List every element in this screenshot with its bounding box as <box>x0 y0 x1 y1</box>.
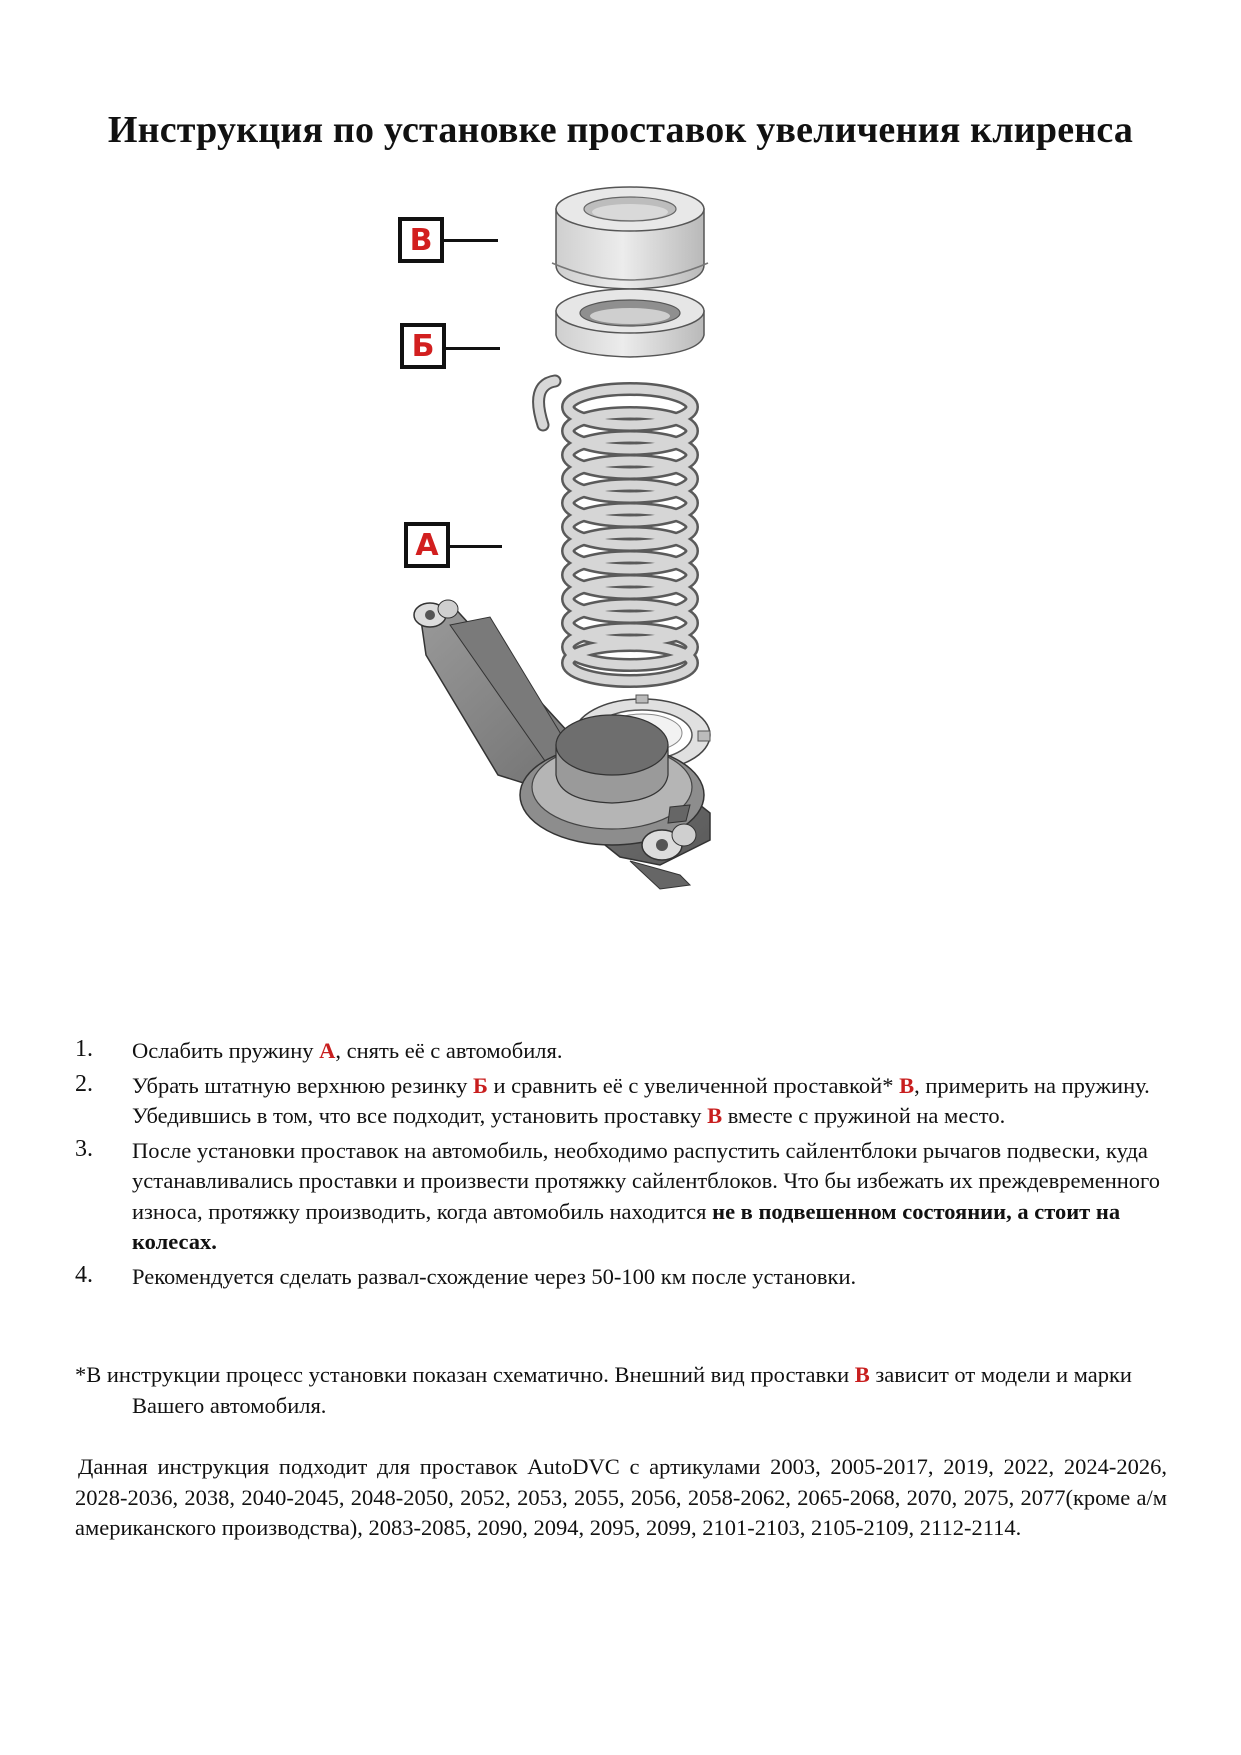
page-title: Инструкция по установке проставок увеличения клиренса <box>107 109 1134 151</box>
exploded-diagram <box>380 185 800 975</box>
step-number: 4. <box>75 1261 93 1288</box>
step-number: 1. <box>75 1036 93 1062</box>
part-ref-b: Б <box>472 1072 488 1098</box>
step-number: 2. <box>75 1070 93 1097</box>
step-4: 4. Рекомендуется сделать развал-схождение через 50-100 км после установки. <box>75 1261 857 1289</box>
part-ref-v: В <box>899 1072 915 1098</box>
step-1: 1. Ослабить пружину А, снять её с автомобиля. <box>75 1036 563 1063</box>
part-ref-a: А <box>319 1038 336 1063</box>
part-ref-v: В <box>707 1103 723 1128</box>
emphasis-text: не в подвешенном состоянии, а стоит на колесах. <box>132 1198 1121 1254</box>
rubber-pad-icon <box>556 289 704 357</box>
label-v: В <box>398 217 444 263</box>
step-number: 3. <box>75 1135 93 1162</box>
applicability-note: Данная инструкция подходит для проставок AutoDVC с артикулами 2003, 2005-2017, 2019, 2022, 2024-2026, 2028-2036, 2038, 2040-2045, 2048-2050, 2052, 2053, 2055, 2056, 2058-2062, 2065-2068, 2070, 2075, 2077(кроме а/м американского производства), 2083-2085, 2090, 2094, 2095, 2099, 2101-2103, 2105-2109, 2112-2114. <box>75 1454 1167 1540</box>
label-b: Б <box>400 323 446 369</box>
spacer-icon <box>552 187 708 289</box>
part-ref-v: В <box>854 1362 870 1387</box>
step-3: 3. После установки проставок на автомобиль, необходимо распустить сайлентблоки рычагов подвески, куда устанавливались проставки и произвести протяжку сайлентблоков. Что бы избежать их преждевременного износа, протяжку производить, когда автомобиль находится не в подвешенном состоянии, а стоит на колесах. <box>75 1135 1160 1254</box>
footnote: *В инструкции процесс установки показан схематично. Внешний вид проставки В зависит от модели и марки Вашего автомобиля. <box>75 1362 1132 1418</box>
coil-spring-icon <box>539 381 692 681</box>
step-2: 2. Убрать штатную верхнюю резинку Б и сравнить её с увеличенной проставкой* В, примерить на пружину. Убедившись в том, что все подходит, установить проставку В вместе с пружиной на место. <box>75 1070 1150 1128</box>
instruction-steps <box>75 1036 1175 1296</box>
label-a: А <box>404 522 450 568</box>
